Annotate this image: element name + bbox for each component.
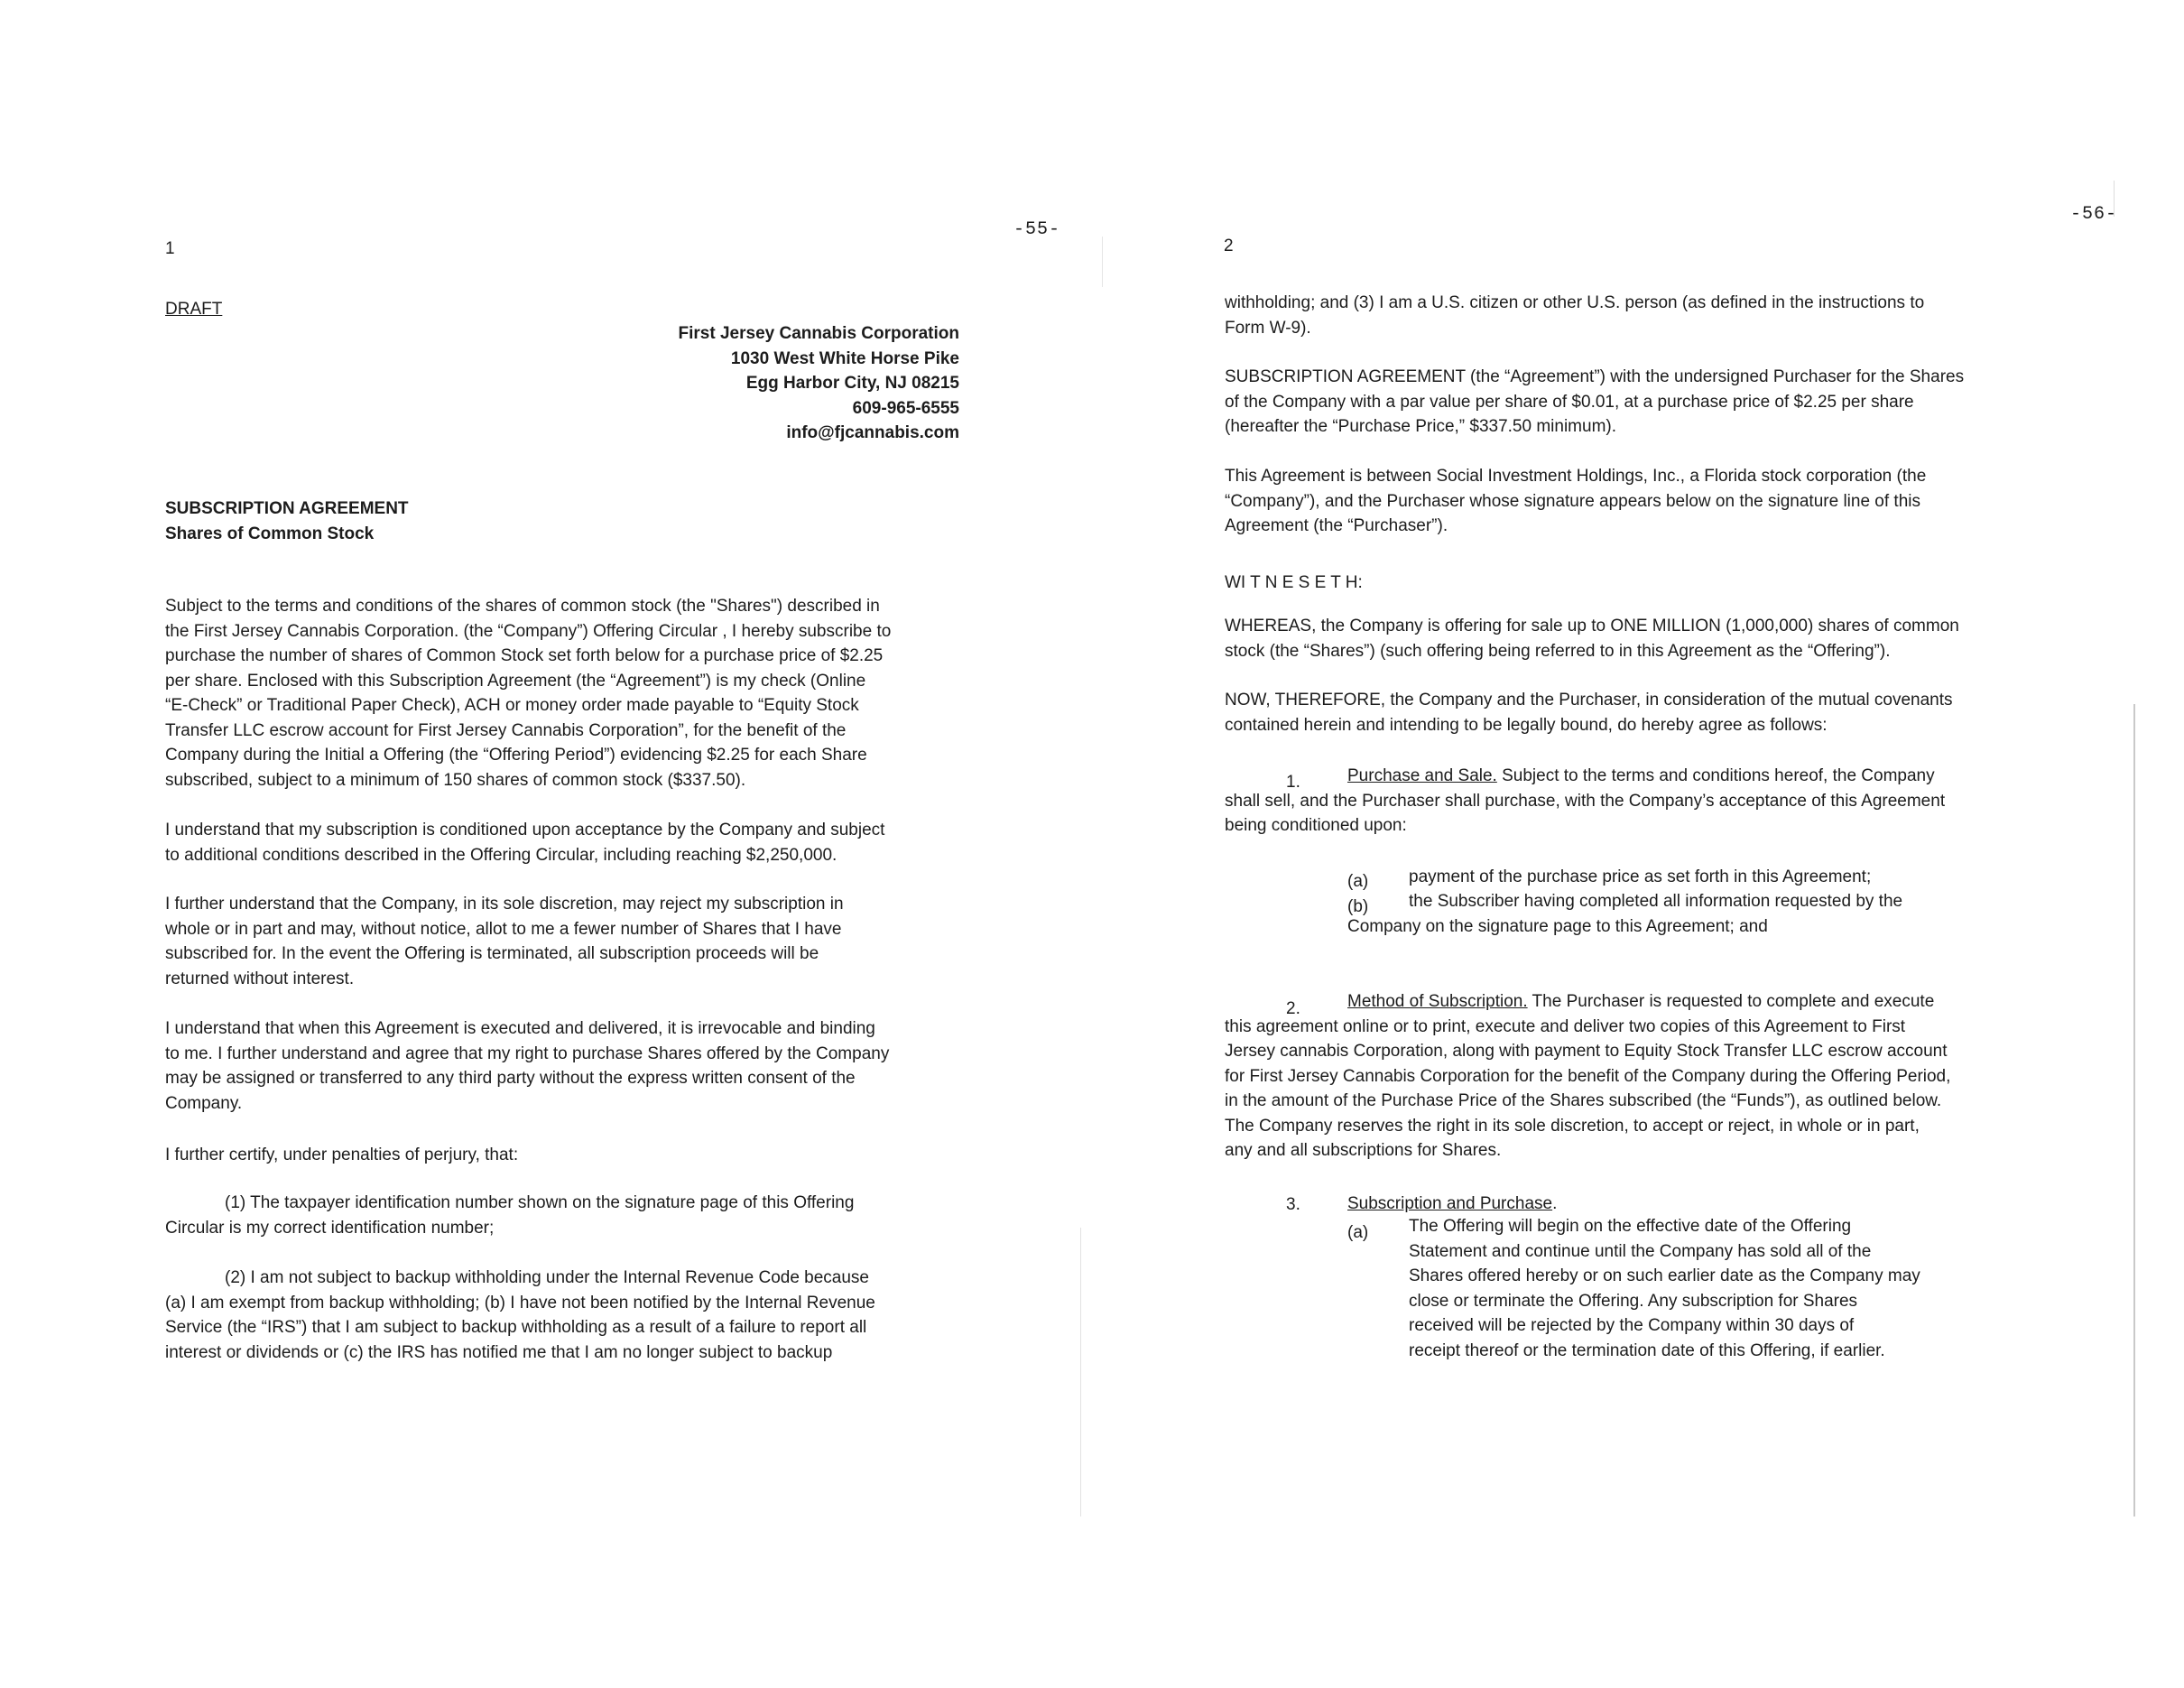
paragraph-certify: I further certify, under penalties of perjury, that: (165, 1145, 519, 1164)
section-first-line (1225, 989, 1950, 1015)
item-text-cont: Company on the signature page to this Agreement; and (1347, 917, 1768, 936)
section-heading: Method of Subscription. (1347, 992, 1528, 1011)
text-line: this agreement online or to print, execute and deliver two copies of this Agreement to First (1225, 1016, 1906, 1036)
text-line: shall sell, and the Purchaser shall purchase, with the Company’s acceptance of this Agreement (1225, 791, 1946, 811)
text-line: (1) The taxpayer identification number shown on the signature page of this Offering (225, 1193, 855, 1212)
text-line: Transfer LLC escrow account for First Jersey Cannabis Corporation”, for the benefit of the (165, 720, 847, 740)
witnesseth-heading: WI T N E S E T H: (1225, 573, 1363, 592)
text-line: received will be rejected by the Company within 30 days of (1409, 1316, 1855, 1335)
paragraph-taxpayer-id (165, 1191, 854, 1240)
section-heading-line (1347, 1192, 1557, 1217)
text-line: “E-Check” or Traditional Paper Check), ACH or money order made payable to “Equity Stock (165, 696, 859, 715)
text-line: “Company”), and the Purchaser whose signature appears below on the signature line of this (1225, 491, 1920, 511)
text-line: (hereafter the “Purchase Price,” $337.50 minimum). (1225, 417, 1617, 436)
text-line: I understand that my subscription is conditioned upon acceptance by the Company and subject (165, 821, 885, 839)
page-stamp: -55- (1013, 219, 1061, 240)
text-line: SUBSCRIPTION AGREEMENT (the “Agreement”) with the undersigned Purchaser for the Shares (1225, 367, 1965, 386)
agreement-title (165, 496, 409, 546)
section-number: 3. (1286, 1195, 1300, 1214)
text-span: The Purchaser is requested to complete and execute (1527, 992, 1935, 1011)
draft-label: DRAFT (165, 300, 223, 319)
text-line: to additional conditions described in the Offering Circular, including reaching $2,250,000. (165, 845, 838, 865)
text-line: This Agreement is between Social Investment Holdings, Inc., a Florida stock corporation (the (1225, 467, 1927, 486)
company-address (679, 321, 959, 446)
text-line: (2) I am not subject to backup withholding under the Internal Revenue Code because (225, 1268, 870, 1287)
text-line: Company. (165, 1093, 243, 1113)
title: SUBSCRIPTION AGREEMENT (165, 499, 409, 518)
text-span: . (1552, 1194, 1558, 1213)
paragraph-now-therefore (1225, 688, 1953, 737)
text-line: may be assigned or transferred to any third party without the express written consent of the (165, 1069, 856, 1088)
text-line: returned without interest. (165, 969, 355, 988)
section-number: 2. (1286, 999, 1300, 1018)
paragraph-agreement-intro (1225, 365, 1964, 440)
text-line: The Offering will begin on the effective date of the Offering (1409, 1217, 1852, 1236)
text-line: withholding; and (3) I am a U.S. citizen or other U.S. person (as defined in the instructions to (1225, 293, 1925, 312)
page-fold-line (1080, 1228, 1081, 1516)
text-line: NOW, THEREFORE, the Company and the Purchaser, in consideration of the mutual covenants (1225, 691, 1953, 710)
text-line: Statement and continue until the Company has sold all of the (1409, 1241, 1872, 1261)
text-line: whole or in part and may, without notice, allot to me a fewer number of Shares that I have (165, 919, 842, 939)
page-number: 2 (1224, 237, 1234, 255)
item-text: payment of the purchase price as set forth in this Agreement; (1409, 867, 1872, 886)
text-line: of the Company with a par value per share of $0.01, at a purchase price of $2.25 per share (1225, 392, 1914, 412)
paragraph-whereas (1225, 614, 1959, 663)
paragraph-irrevocable (165, 1016, 889, 1116)
item-label: (a) (1347, 1223, 1369, 1242)
text-line: contained herein and intending to be legally bound, do hereby agree as follows: (1225, 715, 1828, 735)
item-label: (a) (1347, 872, 1369, 891)
text-line: The Company reserves the right in its sole discretion, to accept or reject, in whole or in part, (1225, 1116, 1920, 1136)
text-line: I further understand that the Company, in its sole discretion, may reject my subscription in (165, 895, 844, 914)
text-line: Service (the “IRS”) that I am subject to backup withholding as a result of a failure to report all (165, 1318, 867, 1337)
left-margin-tick (1102, 237, 1103, 287)
text-line: Circular is my correct identification number; (165, 1218, 495, 1238)
text-line: interest or dividends or (c) the IRS has notified me that I am no longer subject to backup (165, 1342, 833, 1362)
text-line: to me. I further understand and agree that my right to purchase Shares offered by the Company (165, 1043, 890, 1063)
page-number: 1 (165, 239, 175, 258)
text-line: close or terminate the Offering. Any subscription for Shares (1409, 1291, 1858, 1311)
company-city: Egg Harbor City, NJ 08215 (745, 374, 959, 393)
text-line: subscribed, subject to a minimum of 150 shares of common stock ($337.50). (165, 770, 746, 790)
section-first-line (1225, 764, 1945, 789)
text-line: per share. Enclosed with this Subscription Agreement (the “Agreement”) is my check (Online (165, 671, 866, 691)
text-line: stock (the “Shares”) (such offering being referred to in this Agreement as the “Offering”). (1225, 641, 1891, 661)
company-email: info@fjcannabis.com (786, 423, 959, 442)
paragraph-conditions (165, 818, 884, 867)
paragraph-parties (1225, 464, 1926, 539)
company-street: 1030 West White Horse Pike (730, 348, 959, 368)
text-line: Subject to the terms and conditions of the shares of common stock (the "Shares") described in (165, 597, 880, 616)
text-line: receipt thereof or the termination date of this Offering, if earlier. (1409, 1340, 1885, 1360)
text-line: WHEREAS, the Company is offering for sale up to ONE MILLION (1,000,000) shares of common (1225, 617, 1959, 635)
paragraph-rejection (165, 892, 844, 991)
text-line: Jersey cannabis Corporation, along with payment to Equity Stock Transfer LLC escrow account (1225, 1042, 1948, 1061)
text-line: any and all subscriptions for Shares. (1225, 1141, 1502, 1160)
text-line: (a) I am exempt from backup withholding; (b) I have not been notified by the Internal Revenue (165, 1293, 875, 1312)
paragraph-subscription (165, 594, 891, 793)
text-line: Form W-9). (1225, 318, 1311, 338)
paragraph-backup-withholding (165, 1266, 875, 1365)
subtitle: Shares of Common Stock (165, 524, 375, 543)
text-line: I understand that when this Agreement is executed and delivered, it is irrevocable and binding (165, 1019, 875, 1038)
section-heading: Purchase and Sale. (1347, 766, 1497, 785)
section-heading: Subscription and Purchase (1347, 1194, 1553, 1213)
item-text (1409, 1214, 1920, 1363)
text-line: the First Jersey Cannabis Corporation. (the “Company”) Offering Circular , I hereby subscribe to (165, 621, 892, 641)
text-line: in the amount of the Purchase Price of the Shares subscribed (the “Funds”), as outlined below. (1225, 1091, 1942, 1110)
text-line: subscribed for. In the event the Offering is terminated, all subscription proceeds will be (165, 944, 819, 963)
section-number: 1. (1286, 773, 1300, 792)
company-name: First Jersey Cannabis Corporation (678, 324, 959, 343)
section-body (1225, 989, 1950, 1164)
text-line: Company during the Initial a Offering (the “Offering Period”) evidencing $2.25 for each Share (165, 746, 867, 765)
page-stamp: -56- (2070, 204, 2118, 225)
company-phone: 609-965-6555 (852, 398, 959, 418)
section-body (1225, 764, 1945, 839)
right-edge-line (2133, 704, 2135, 1516)
text-line: Shares offered hereby or on such earlier date as the Company may (1409, 1266, 1920, 1285)
text-span: Subject to the terms and conditions hereof, the Company (1496, 766, 1935, 785)
text-line: being conditioned upon: (1225, 816, 1407, 835)
item-text: the Subscriber having completed all information requested by the (1409, 892, 1903, 911)
text-line: for First Jersey Cannabis Corporation for the benefit of the Company during the Offering Period, (1225, 1066, 1951, 1086)
paragraph-withholding-cont (1225, 291, 1924, 340)
text-line: Agreement (the “Purchaser”). (1225, 516, 1448, 535)
text-line: purchase the number of shares of Common Stock set forth below for a purchase price of $2.25 (165, 646, 884, 665)
item-label: (b) (1347, 897, 1369, 916)
